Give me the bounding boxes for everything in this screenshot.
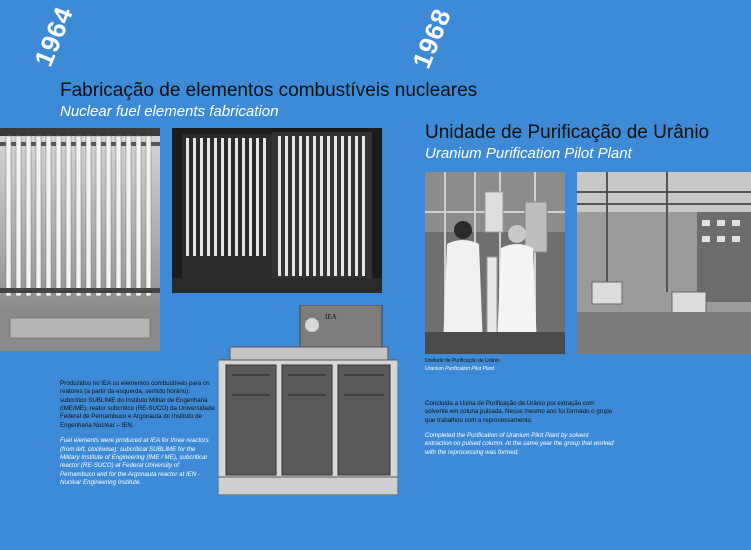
fuel-text-en: Fuel elements were produced at IEA for three reactors (from left, clockwise): subcritical SUBLIME for the Military Institute of Engineering (IME / ME), subcritical reactor (RE-SUCO) at Federal University of Pernambuco and for the Argonauta reactor at IEN - Nuclear Engineering Institute.: [60, 437, 209, 486]
year-1968: 1968: [406, 3, 458, 73]
lab-photo-caption-en: Uranium Purification Pilot Plant: [425, 366, 494, 372]
lab-workers-photo: [425, 172, 565, 354]
pilot-plant-photo: [577, 172, 751, 354]
fuel-text-pt: Produzidos no IEA os elementos combustíveis para os reatores (a partir da esquerda, sentido horário): subcrítico SUBLIME do Instituto Militar de Engenharia (IME/ME), reator subcrítico (RE-SUCO) da Universidade Federal de Pernambuco e Argonauta do Instituto de Engenharia Nuclear – IEN.: [60, 380, 215, 429]
purification-title-en: Uranium Purification Pilot Plant: [425, 145, 632, 162]
lab-photo-caption-pt: Unidade de Purificação de Urânio: [425, 358, 500, 364]
fuel-boxes-photo: [218, 305, 398, 495]
year-1964: 1964: [28, 1, 80, 71]
purification-text-en: Completed the Purification of Uranium Pilot Plant by solvent extraction on pulsed column. At the same year the group that worked with the reprocessing was formed.: [425, 432, 614, 456]
box-sign-label: IEA: [325, 313, 337, 321]
fuel-title-pt: Fabricação de elementos combustíveis nucleares: [60, 80, 478, 101]
fuel-title-en: Nuclear fuel elements fabrication: [60, 103, 279, 120]
purification-title-pt: Unidade de Purificação de Urânio: [425, 122, 710, 143]
fuel-rods-rack-photo: [0, 128, 160, 351]
fuel-rods-cabinet-photo: [172, 128, 382, 293]
purification-description: [425, 400, 615, 457]
purification-text-pt: Concluída a Usina de Purificação de Urânio por extração com solvente em coluna pulsada. Nesse mesmo ano foi formado o grupo que trabalhou com o reprocessamento.: [425, 400, 613, 424]
fuel-description: [60, 380, 215, 487]
